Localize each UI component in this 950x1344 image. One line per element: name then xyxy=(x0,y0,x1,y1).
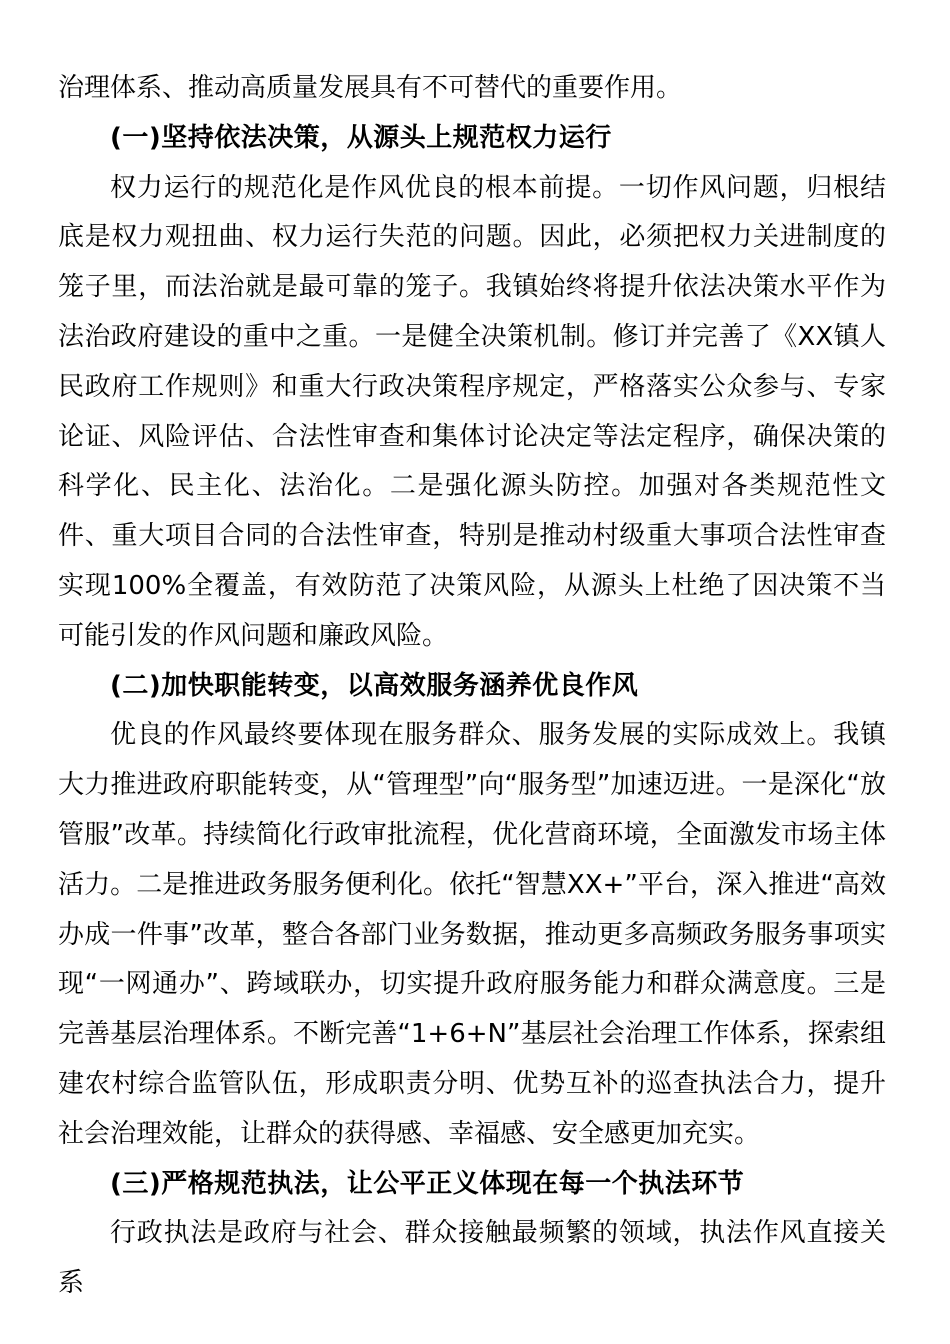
section-2-body: 优良的作风最终要体现在服务群众、服务发展的实际成效上。我镇大力推进政府职能转变，从“管理型”向“服务型”加速迈进。一是深化“放管服”改革。持续简化行政审批流程，优化营商环境，全面激发市场主体活力。二是推进政务服务便利化。依托“智慧XX+”平台，深入推进“高效办成一件事”改革，整合各部门业务数据，推动更多高频政务服务事项实现“一网通办”、跨域联办，切实提升政府服务能力和群众满意度。三是完善基层治理体系。不断完善“1+6+N”基层社会治理工作体系，探索组建农村综合监管队伍，形成职责分明、优势互补的巡查执法合力，提升社会治理效能，让群众的获得感、幸福感、安全感更加充实。 xyxy=(58,720,886,1149)
intro-tail-paragraph: 治理体系、推动高质量发展具有不可替代的重要作用。 xyxy=(58,73,683,103)
section-3-body: 行政执法是政府与社会、群众接触最频繁的领域，执法作风直接关系 xyxy=(58,1218,886,1299)
section-3-heading: (三)严格规范执法，让公平正义体现在每一个执法环节 xyxy=(110,1168,745,1199)
section-2-heading: (二)加快职能转变，以高效服务涵养优良作风 xyxy=(110,670,639,701)
section-1-heading: (一)坚持依法决策，从源头上规范权力运行 xyxy=(110,122,612,153)
document-body xyxy=(58,64,886,1309)
section-1-body: 权力运行的规范化是作风优良的根本前提。一切作风问题，归根结底是权力观扭曲、权力运行失范的问题。因此，必须把权力关进制度的笼子里，而法治就是最可靠的笼子。我镇始终将提升依法决策水平作为法治政府建设的重中之重。一是健全决策机制。修订并完善了《XX镇人民政府工作规则》和重大行政决策程序规定，严格落实公众参与、专家论证、风险评估、合法性审查和集体讨论决定等法定程序，确保决策的科学化、民主化、法治化。二是强化源头防控。加强对各类规范性文件、重大项目合同的合法性审查，特别是推动村级重大事项合法性审查实现100%全覆盖，有效防范了决策风险，从源头上杜绝了因决策不当可能引发的作风问题和廉政风险。 xyxy=(58,172,886,651)
